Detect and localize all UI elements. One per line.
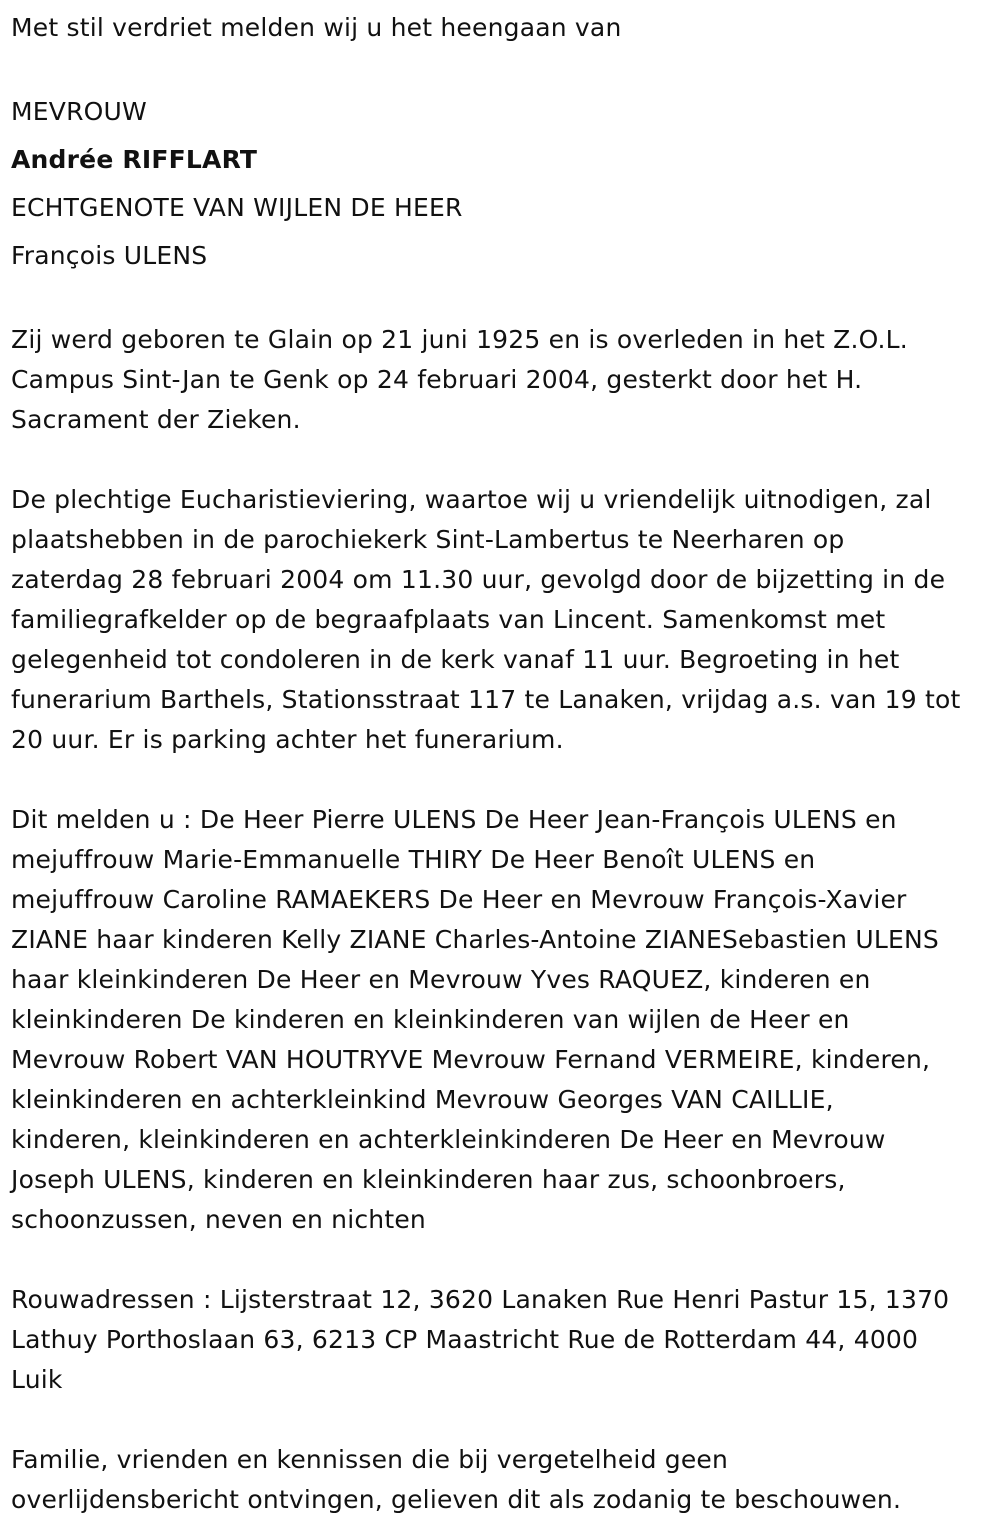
deceased-heading (11, 88, 990, 280)
paragraph-line: familiegrafkelder op de begraafplaats van Lincent. Samenkomst met (11, 605, 886, 634)
paragraph-line: 20 uur. Er is parking achter het funerarium. (11, 725, 564, 754)
paragraph-line: Rouwadressen : Lijsterstraat 12, 3620 Lanaken Rue Henri Pastur 15, 1370 (11, 1285, 950, 1314)
paragraph-line: kleinkinderen en achterkleinkind Mevrouw Georges VAN CAILLIE, (11, 1085, 834, 1114)
paragraph-line: Sacrament der Zieken. (11, 405, 301, 434)
birth-death-paragraph (11, 320, 990, 440)
paragraph-line: zaterdag 28 februari 2004 om 11.30 uur, gevolgd door de bijzetting in de (11, 565, 946, 594)
spouse-name: François ULENS (11, 241, 208, 270)
paragraph-line: ZIANE haar kinderen Kelly ZIANE Charles-Antoine ZIANESebastien ULENS (11, 925, 939, 954)
paragraph-line: Mevrouw Robert VAN HOUTRYVE Mevrouw Fernand VERMEIRE, kinderen, (11, 1045, 931, 1074)
paragraph-line: funerarium Barthels, Stationsstraat 117 te Lanaken, vrijdag a.s. van 19 tot (11, 685, 961, 714)
paragraph-line: mejuffrouw Marie-Emmanuelle THIRY De Heer Benoît ULENS en (11, 845, 816, 874)
paragraph-line: schoonzussen, neven en nichten (11, 1205, 426, 1234)
paragraph-line: Campus Sint-Jan te Genk op 24 februari 2004, gesterkt door het H. (11, 365, 863, 394)
spacer (11, 280, 990, 320)
closing-paragraph (11, 1440, 990, 1520)
paragraph-line: kleinkinderen De kinderen en kleinkinderen van wijlen de Heer en (11, 1005, 850, 1034)
paragraph-line: kinderen, kleinkinderen en achterkleinkinderen De Heer en Mevrouw (11, 1125, 886, 1154)
paragraph-line: Luik (11, 1365, 63, 1394)
intro-text: Met stil verdriet melden wij u het heengaan van (11, 13, 622, 42)
spacer (11, 760, 990, 800)
deceased-name: Andrée RIFFLART (11, 145, 258, 174)
spouse-label: ECHTGENOTE VAN WIJLEN DE HEER (11, 193, 463, 222)
spacer (11, 440, 990, 480)
title-prefix: MEVROUW (11, 97, 147, 126)
paragraph-line: Lathuy Porthoslaan 63, 6213 CP Maastricht Rue de Rotterdam 44, 4000 (11, 1325, 919, 1354)
paragraph-line: overlijdensbericht ontvingen, gelieven dit als zodanig te beschouwen. (11, 1485, 902, 1514)
paragraph-line: Joseph ULENS, kinderen en kleinkinderen haar zus, schoonbroers, (11, 1165, 846, 1194)
paragraph-line: De plechtige Eucharistieviering, waartoe wij u vriendelijk uitnodigen, zal (11, 485, 932, 514)
paragraph-line: Zij werd geboren te Glain op 21 juni 1925 en is overleden in het Z.O.L. (11, 325, 908, 354)
paragraph-line: plaatshebben in de parochiekerk Sint-Lambertus te Neerharen op (11, 525, 845, 554)
spacer (11, 1400, 990, 1440)
ceremony-paragraph (11, 480, 990, 760)
spacer (11, 1240, 990, 1280)
family-paragraph (11, 800, 990, 1240)
paragraph-line: Familie, vrienden en kennissen die bij vergetelheid geen (11, 1445, 729, 1474)
paragraph-line: Dit melden u : De Heer Pierre ULENS De Heer Jean-François ULENS en (11, 805, 897, 834)
spacer (11, 48, 990, 88)
paragraph-line: haar kleinkinderen De Heer en Mevrouw Yves RAQUEZ, kinderen en (11, 965, 871, 994)
paragraph-line: mejuffrouw Caroline RAMAEKERS De Heer en Mevrouw François-Xavier (11, 885, 907, 914)
addresses-paragraph (11, 1280, 990, 1400)
paragraph-line: gelegenheid tot condoleren in de kerk vanaf 11 uur. Begroeting in het (11, 645, 900, 674)
